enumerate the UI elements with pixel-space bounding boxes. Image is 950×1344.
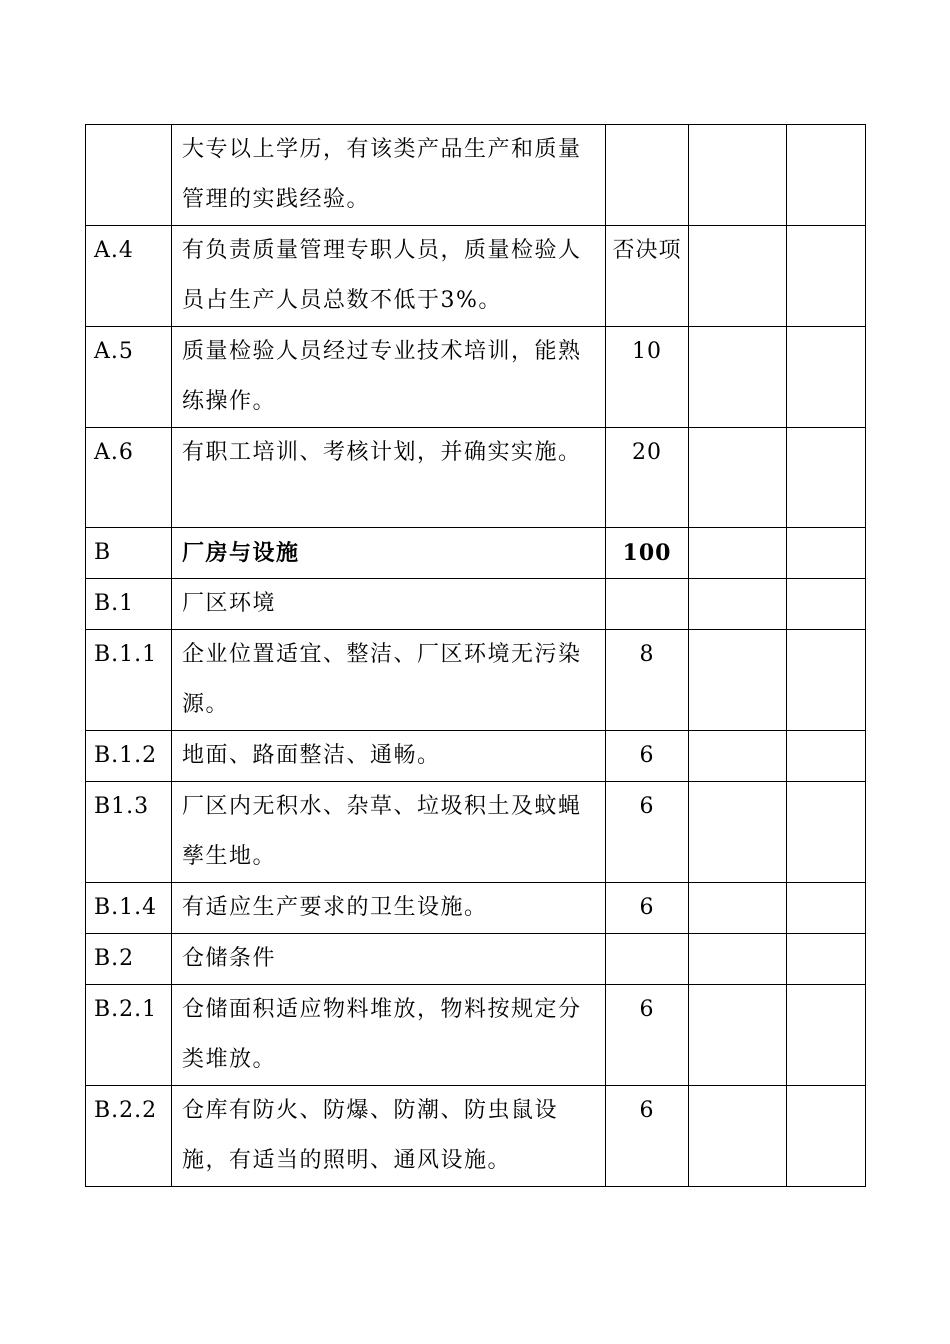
subsection-row [86, 579, 866, 630]
item-id-cell: B.1.2 [86, 731, 172, 782]
item-score-cell: 6 [606, 883, 689, 934]
remarks-cell [787, 630, 866, 731]
evaluation-cell [689, 428, 787, 528]
item-id-cell: A.6 [86, 428, 172, 528]
table-row [86, 1086, 866, 1187]
subsection-title-cell: 厂区环境 [172, 579, 606, 630]
item-description-cell: 有适应生产要求的卫生设施。 [172, 883, 606, 934]
item-score-cell [606, 125, 689, 226]
table-row [86, 985, 866, 1086]
remarks-cell [787, 579, 866, 630]
item-score-cell: 6 [606, 1086, 689, 1187]
item-description-cell: 有职工培训、考核计划，并确实实施。 [172, 428, 606, 528]
remarks-cell [787, 985, 866, 1086]
remarks-cell [787, 934, 866, 985]
section-title-cell: 厂房与设施 [172, 528, 606, 579]
evaluation-cell [689, 125, 787, 226]
item-score-cell: 6 [606, 985, 689, 1086]
evaluation-cell [689, 226, 787, 327]
evaluation-cell [689, 630, 787, 731]
table-row [86, 226, 866, 327]
evaluation-cell [689, 782, 787, 883]
table-row [86, 782, 866, 883]
item-score-cell: 8 [606, 630, 689, 731]
item-id-cell: B.1 [86, 579, 172, 630]
remarks-cell [787, 1086, 866, 1187]
item-id-cell: A.4 [86, 226, 172, 327]
item-score-cell: 10 [606, 327, 689, 428]
item-score-cell: 否决项 [606, 226, 689, 327]
item-id-cell: B.2 [86, 934, 172, 985]
item-description-cell: 企业位置适宜、整洁、厂区环境无污染源。 [172, 630, 606, 731]
item-id-cell: B.2.2 [86, 1086, 172, 1187]
item-score-cell: 6 [606, 731, 689, 782]
section-score-cell: 100 [606, 528, 689, 579]
item-id-cell: B.1.1 [86, 630, 172, 731]
section-header-row [86, 528, 866, 579]
subsection-title-cell: 仓储条件 [172, 934, 606, 985]
subsection-row [86, 934, 866, 985]
table-row [86, 125, 866, 226]
evaluation-cell [689, 731, 787, 782]
remarks-cell [787, 327, 866, 428]
item-description-cell: 地面、路面整洁、通畅。 [172, 731, 606, 782]
evaluation-cell [689, 934, 787, 985]
remarks-cell [787, 731, 866, 782]
evaluation-cell [689, 883, 787, 934]
remarks-cell [787, 528, 866, 579]
item-id-cell: B1.3 [86, 782, 172, 883]
evaluation-cell [689, 579, 787, 630]
section-id-cell: B [86, 528, 172, 579]
table-row [86, 731, 866, 782]
inspection-score-table [85, 124, 866, 1187]
table-row [86, 883, 866, 934]
table-row [86, 327, 866, 428]
table-row [86, 428, 866, 528]
item-id-cell: A.5 [86, 327, 172, 428]
item-score-cell [606, 579, 689, 630]
item-description-cell: 仓储面积适应物料堆放，物料按规定分类堆放。 [172, 985, 606, 1086]
item-description-cell: 有负责质量管理专职人员，质量检验人员占生产人员总数不低于3%。 [172, 226, 606, 327]
evaluation-cell [689, 985, 787, 1086]
table-body [86, 125, 866, 1187]
remarks-cell [787, 883, 866, 934]
item-score-cell: 6 [606, 782, 689, 883]
table-row [86, 630, 866, 731]
item-score-cell [606, 934, 689, 985]
remarks-cell [787, 428, 866, 528]
item-description-cell: 大专以上学历，有该类产品生产和质量管理的实践经验。 [172, 125, 606, 226]
remarks-cell [787, 226, 866, 327]
evaluation-cell [689, 528, 787, 579]
item-description-cell: 厂区内无积水、杂草、垃圾积土及蚊蝇孳生地。 [172, 782, 606, 883]
remarks-cell [787, 125, 866, 226]
item-id-cell: B.2.1 [86, 985, 172, 1086]
item-description-cell: 仓库有防火、防爆、防潮、防虫鼠设施，有适当的照明、通风设施。 [172, 1086, 606, 1187]
item-description-cell: 质量检验人员经过专业技术培训，能熟练操作。 [172, 327, 606, 428]
remarks-cell [787, 782, 866, 883]
evaluation-cell [689, 327, 787, 428]
item-score-cell: 20 [606, 428, 689, 528]
item-id-cell: B.1.4 [86, 883, 172, 934]
item-id-cell [86, 125, 172, 226]
evaluation-cell [689, 1086, 787, 1187]
